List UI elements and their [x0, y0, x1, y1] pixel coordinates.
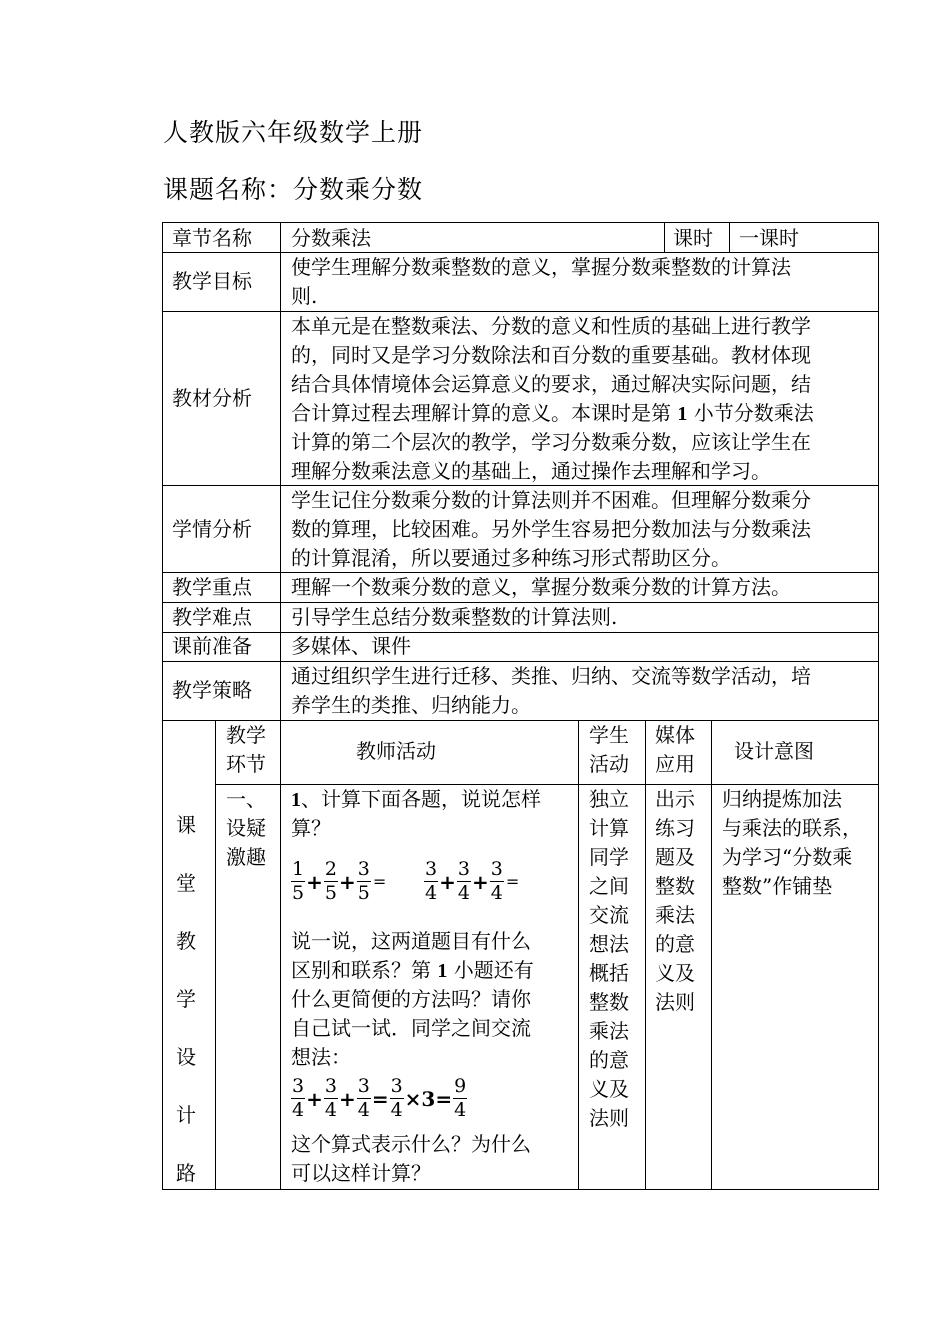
- period-value: 一课时: [739, 226, 799, 250]
- student-activity-line: 概括: [589, 961, 629, 985]
- teacher-line: 可以这样计算？: [291, 1161, 431, 1185]
- media-line: 义及: [655, 961, 695, 985]
- difficulty-value: 引导学生总结分数乘整数的计算法则.: [291, 605, 618, 629]
- goal-label: 教学目标: [172, 269, 252, 293]
- col-teacher: 教师活动: [356, 739, 436, 763]
- student-line: 的计算混淆，所以要通过多种练习形式帮助区分。: [291, 546, 731, 570]
- formula-add-quarters: $\frac{3}{4}$ + $\frac{3}{4}$ + $\frac{3}{4}$ =: [425, 858, 520, 904]
- media-line: 出示: [655, 787, 695, 811]
- media-line: 法则: [655, 990, 695, 1014]
- design-label-char: 课: [176, 813, 196, 837]
- material-line: 的，同时又是学习分数除法和百分数的重要基础。教材体现: [291, 343, 811, 367]
- student-activity-line: 法则: [589, 1106, 629, 1130]
- material-line: 理解分数乘法意义的基础上，通过操作去理解和学习。: [291, 459, 771, 483]
- student-activity-line: 的意: [589, 1048, 629, 1072]
- col-media: 媒体: [655, 723, 695, 747]
- goal-line: 使学生理解分数乘整数的意义，掌握分数乘整数的计算法: [291, 255, 791, 279]
- stage-text: 设疑: [226, 816, 266, 840]
- prep-label: 课前准备: [172, 634, 252, 658]
- fraction: $\frac{3}{4}$: [425, 858, 438, 904]
- teacher-line: 什么更简便的方法吗？请你: [291, 987, 531, 1011]
- material-line: 合计算过程去理解计算的意义。本课时是第 1 小节分数乘法: [291, 401, 814, 425]
- col-stage: 环节: [226, 752, 266, 776]
- prep-value: 多媒体、课件: [291, 634, 411, 658]
- teacher-line: 算？: [291, 816, 331, 840]
- student-activity-line: 想法: [589, 932, 629, 956]
- student-activity-line: 乘法: [589, 1019, 629, 1043]
- teacher-line: 自己试一试．同学之间交流: [291, 1016, 531, 1040]
- chapter-label: 章节名称: [172, 226, 252, 250]
- fraction: $\frac{3}{4}$: [357, 1075, 370, 1121]
- focus-value: 理解一个数乘分数的意义，掌握分数乘分数的计算方法。: [291, 575, 791, 599]
- col-stage: 教学: [226, 723, 266, 747]
- media-line: 题及: [655, 845, 695, 869]
- strategy-line: 通过组织学生进行迁移、类推、归纳、交流等数学活动，培: [291, 664, 811, 688]
- student-line: 数的算理，比较困难。另外学生容易把分数加法与分数乘法: [291, 517, 811, 541]
- teacher-line: 想法：: [291, 1045, 351, 1069]
- student-activity-line: 之间: [589, 874, 629, 898]
- intent-line: 归纳提炼加法: [722, 787, 842, 811]
- student-activity-line: 整数: [589, 990, 629, 1014]
- teacher-line: 说一说，这两道题目有什么: [291, 929, 531, 953]
- fraction: $\frac{2}{5}$: [324, 858, 337, 904]
- intent-line: 为学习“分数乘: [722, 845, 853, 869]
- intent-line: 与乘法的联系，: [722, 816, 862, 840]
- design-label-char: 计: [176, 1103, 196, 1127]
- fraction: $\frac{3}{4}$: [324, 1075, 337, 1121]
- student-activity-line: 义及: [589, 1077, 629, 1101]
- intent-line: 整数”作铺垫: [722, 874, 833, 898]
- col-intent: 设计意图: [734, 739, 814, 763]
- student-activity-line: 独立: [589, 787, 629, 811]
- student-activity-line: 计算: [589, 816, 629, 840]
- fraction: $\frac{1}{5}$: [292, 858, 305, 904]
- document-title: 人教版六年级数学上册: [163, 118, 424, 147]
- chapter-value: 分数乘法: [291, 226, 371, 250]
- teacher-line: 1、计算下面各题，说说怎样: [291, 787, 541, 811]
- design-label-char: 堂: [176, 871, 196, 895]
- fraction: $\frac{3}{4}$: [457, 858, 470, 904]
- student-line: 学生记住分数乘分数的计算法则并不困难。但理解分数乘分: [291, 488, 811, 512]
- student-activity-line: 同学: [589, 845, 629, 869]
- focus-label: 教学重点: [172, 575, 252, 599]
- fraction: $\frac{3}{5}$: [357, 858, 370, 904]
- stage-text: 一、: [226, 787, 266, 811]
- design-label-char: 学: [176, 987, 196, 1011]
- media-line: 练习: [655, 816, 695, 840]
- media-line: 乘法: [655, 903, 695, 927]
- formula-add-fifths: $\frac{1}{5}$ + $\frac{2}{5}$ + $\frac{3}{5}$ =: [292, 858, 387, 904]
- strategy-label: 教学策略: [172, 678, 252, 702]
- design-label-char: 设: [176, 1045, 196, 1069]
- design-label-char: 教: [176, 929, 196, 953]
- strategy-line: 养学生的类推、归纳能力。: [291, 693, 531, 717]
- fraction: $\frac{3}{4}$: [490, 858, 503, 904]
- student-label: 学情分析: [172, 517, 252, 541]
- teacher-line: 这个算式表示什么？为什么: [291, 1132, 531, 1156]
- media-line: 整数: [655, 874, 695, 898]
- col-media: 应用: [655, 752, 695, 776]
- fraction: $\frac{3}{4}$: [390, 1075, 403, 1121]
- teacher-line: 区别和联系？第 1 小题还有: [291, 958, 534, 982]
- material-label: 教材分析: [172, 386, 252, 410]
- goal-line: 则.: [291, 284, 318, 308]
- media-line: 的意: [655, 932, 695, 956]
- col-student: 学生: [589, 723, 629, 747]
- fraction: $\frac{9}{4}$: [454, 1075, 467, 1121]
- period-label: 课时: [673, 226, 713, 250]
- fraction: $\frac{3}{4}$: [292, 1075, 305, 1121]
- lesson-title: 课题名称：分数乘分数: [163, 175, 424, 204]
- material-line: 结合具体情境体会运算意义的要求，通过解决实际问题，结: [291, 372, 811, 396]
- difficulty-label: 教学难点: [172, 605, 252, 629]
- design-label-char: 路: [176, 1161, 196, 1185]
- formula-multiply: $\frac{3}{4}$ + $\frac{3}{4}$ + $\frac{3}{4}$ = $\frac{3}{4}$ ×3= $\frac{9}{4}$: [292, 1075, 467, 1121]
- material-line: 计算的第二个层次的教学，学习分数乘分数，应该让学生在: [291, 430, 811, 454]
- material-line: 本单元是在整数乘法、分数的意义和性质的基础上进行教学: [291, 314, 811, 338]
- col-student: 活动: [589, 752, 629, 776]
- stage-text: 激趣: [226, 845, 266, 869]
- student-activity-line: 交流: [589, 903, 629, 927]
